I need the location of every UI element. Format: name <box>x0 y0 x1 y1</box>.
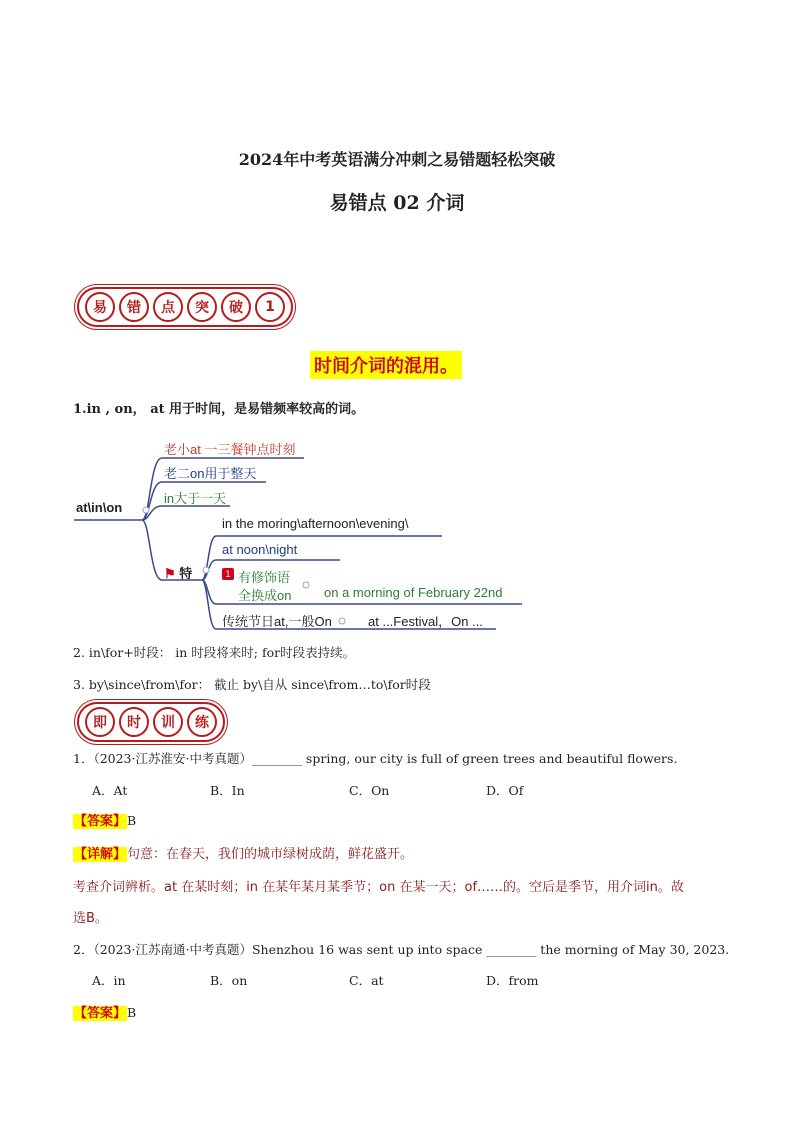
document-title: 2024年中考英语满分冲刺之易错题轻松突破 <box>238 150 556 169</box>
banner-char: 突 <box>187 292 217 322</box>
question-1-option-d: D．Of <box>486 783 524 798</box>
priority-badge: 1 <box>222 568 234 580</box>
point-3: 3. by\since\from\for： 截止 by\自从 since\from…to\for时段 <box>73 677 431 692</box>
banner-char: 1 <box>255 292 285 322</box>
point-2: 2. in\for+时段： in 时段将来时; for时段表持续。 <box>73 645 356 660</box>
mindmap-branch-at: 老小at 一三餐钟点时刻 <box>164 442 296 457</box>
mindmap-te: ⚑ 特 <box>164 566 193 581</box>
mindmap-te-3a: 有修饰语 <box>238 570 291 585</box>
question-1-analysis: 考查介词辨析。at 在某时刻；in 在某年某月某季节；on 在某一天；of……的。空后是季节，用介词in。故 <box>73 880 684 895</box>
banner-char: 即 <box>85 707 115 737</box>
document-subtitle: 易错点 02 介词 <box>329 192 465 214</box>
question-2-option-b: B．on <box>210 973 248 988</box>
question-2-option-d: D．from <box>486 973 539 988</box>
question-1-option-b: B．In <box>210 783 245 798</box>
question-1-option-c: C．On <box>349 783 390 798</box>
question-2-option-c: C．at <box>349 973 384 988</box>
detail-label: 【详解】 <box>74 847 127 862</box>
mindmap-lines <box>70 430 540 635</box>
mindmap-te-4a: 传统节日at,一般On <box>222 614 332 629</box>
question-1-detail <box>73 843 413 862</box>
answer-label: 【答案】 <box>74 814 127 829</box>
answer-value: B <box>127 1005 137 1020</box>
flag-icon: ⚑ <box>164 566 176 581</box>
mindmap-branch-on: 老二on用于整天 <box>164 466 257 481</box>
question-2-option-a: A．in <box>92 973 126 988</box>
banner-char: 时 <box>119 707 149 737</box>
banner-char: 破 <box>221 292 251 322</box>
banner-char: 练 <box>187 707 217 737</box>
banner-char: 点 <box>153 292 183 322</box>
banner-char: 易 <box>85 292 115 322</box>
question-1-stem: 1．（2023·江苏淮安·中考真题）________ spring, our city is full of green trees and beautiful flowers. <box>73 751 678 766</box>
answer-label: 【答案】 <box>74 1006 127 1021</box>
section-title: 时间介词的混用。 <box>310 351 462 379</box>
question-1-analysis-cont: 选B。 <box>73 911 108 926</box>
banner-char: 错 <box>119 292 149 322</box>
mindmap-branch-in: in大于一天 <box>164 491 227 506</box>
detail-text: 句意：在春天，我们的城市绿树成荫，鲜花盛开。 <box>127 847 414 862</box>
mindmap-root: at\in\on <box>76 500 123 515</box>
section-banner-2 <box>77 702 225 742</box>
banner-char: 训 <box>153 707 183 737</box>
point-1: 1.in , on， at 用于时间，是易错频率较高的词。 <box>73 402 365 417</box>
question-1-option-a: A．At <box>92 783 128 798</box>
mindmap-te-3b: 全换成on <box>238 588 292 603</box>
mindmap-te-4b: at ...Festival，On ... <box>368 614 483 629</box>
mindmap-te-2: at noon\night <box>222 542 298 557</box>
question-2-answer <box>73 1002 136 1021</box>
mindmap-te-3c: on a morning of February 22nd <box>324 585 503 600</box>
mindmap-te-1: in the moring\afternoon\evening\ <box>222 516 409 531</box>
question-1-answer <box>73 810 136 829</box>
question-2-stem: 2．（2023·江苏南通·中考真题）Shenzhou 16 was sent up into space ________ the morning of May 30, 2023. <box>73 942 730 957</box>
answer-value: B <box>127 813 137 828</box>
section-banner-1 <box>77 287 293 327</box>
